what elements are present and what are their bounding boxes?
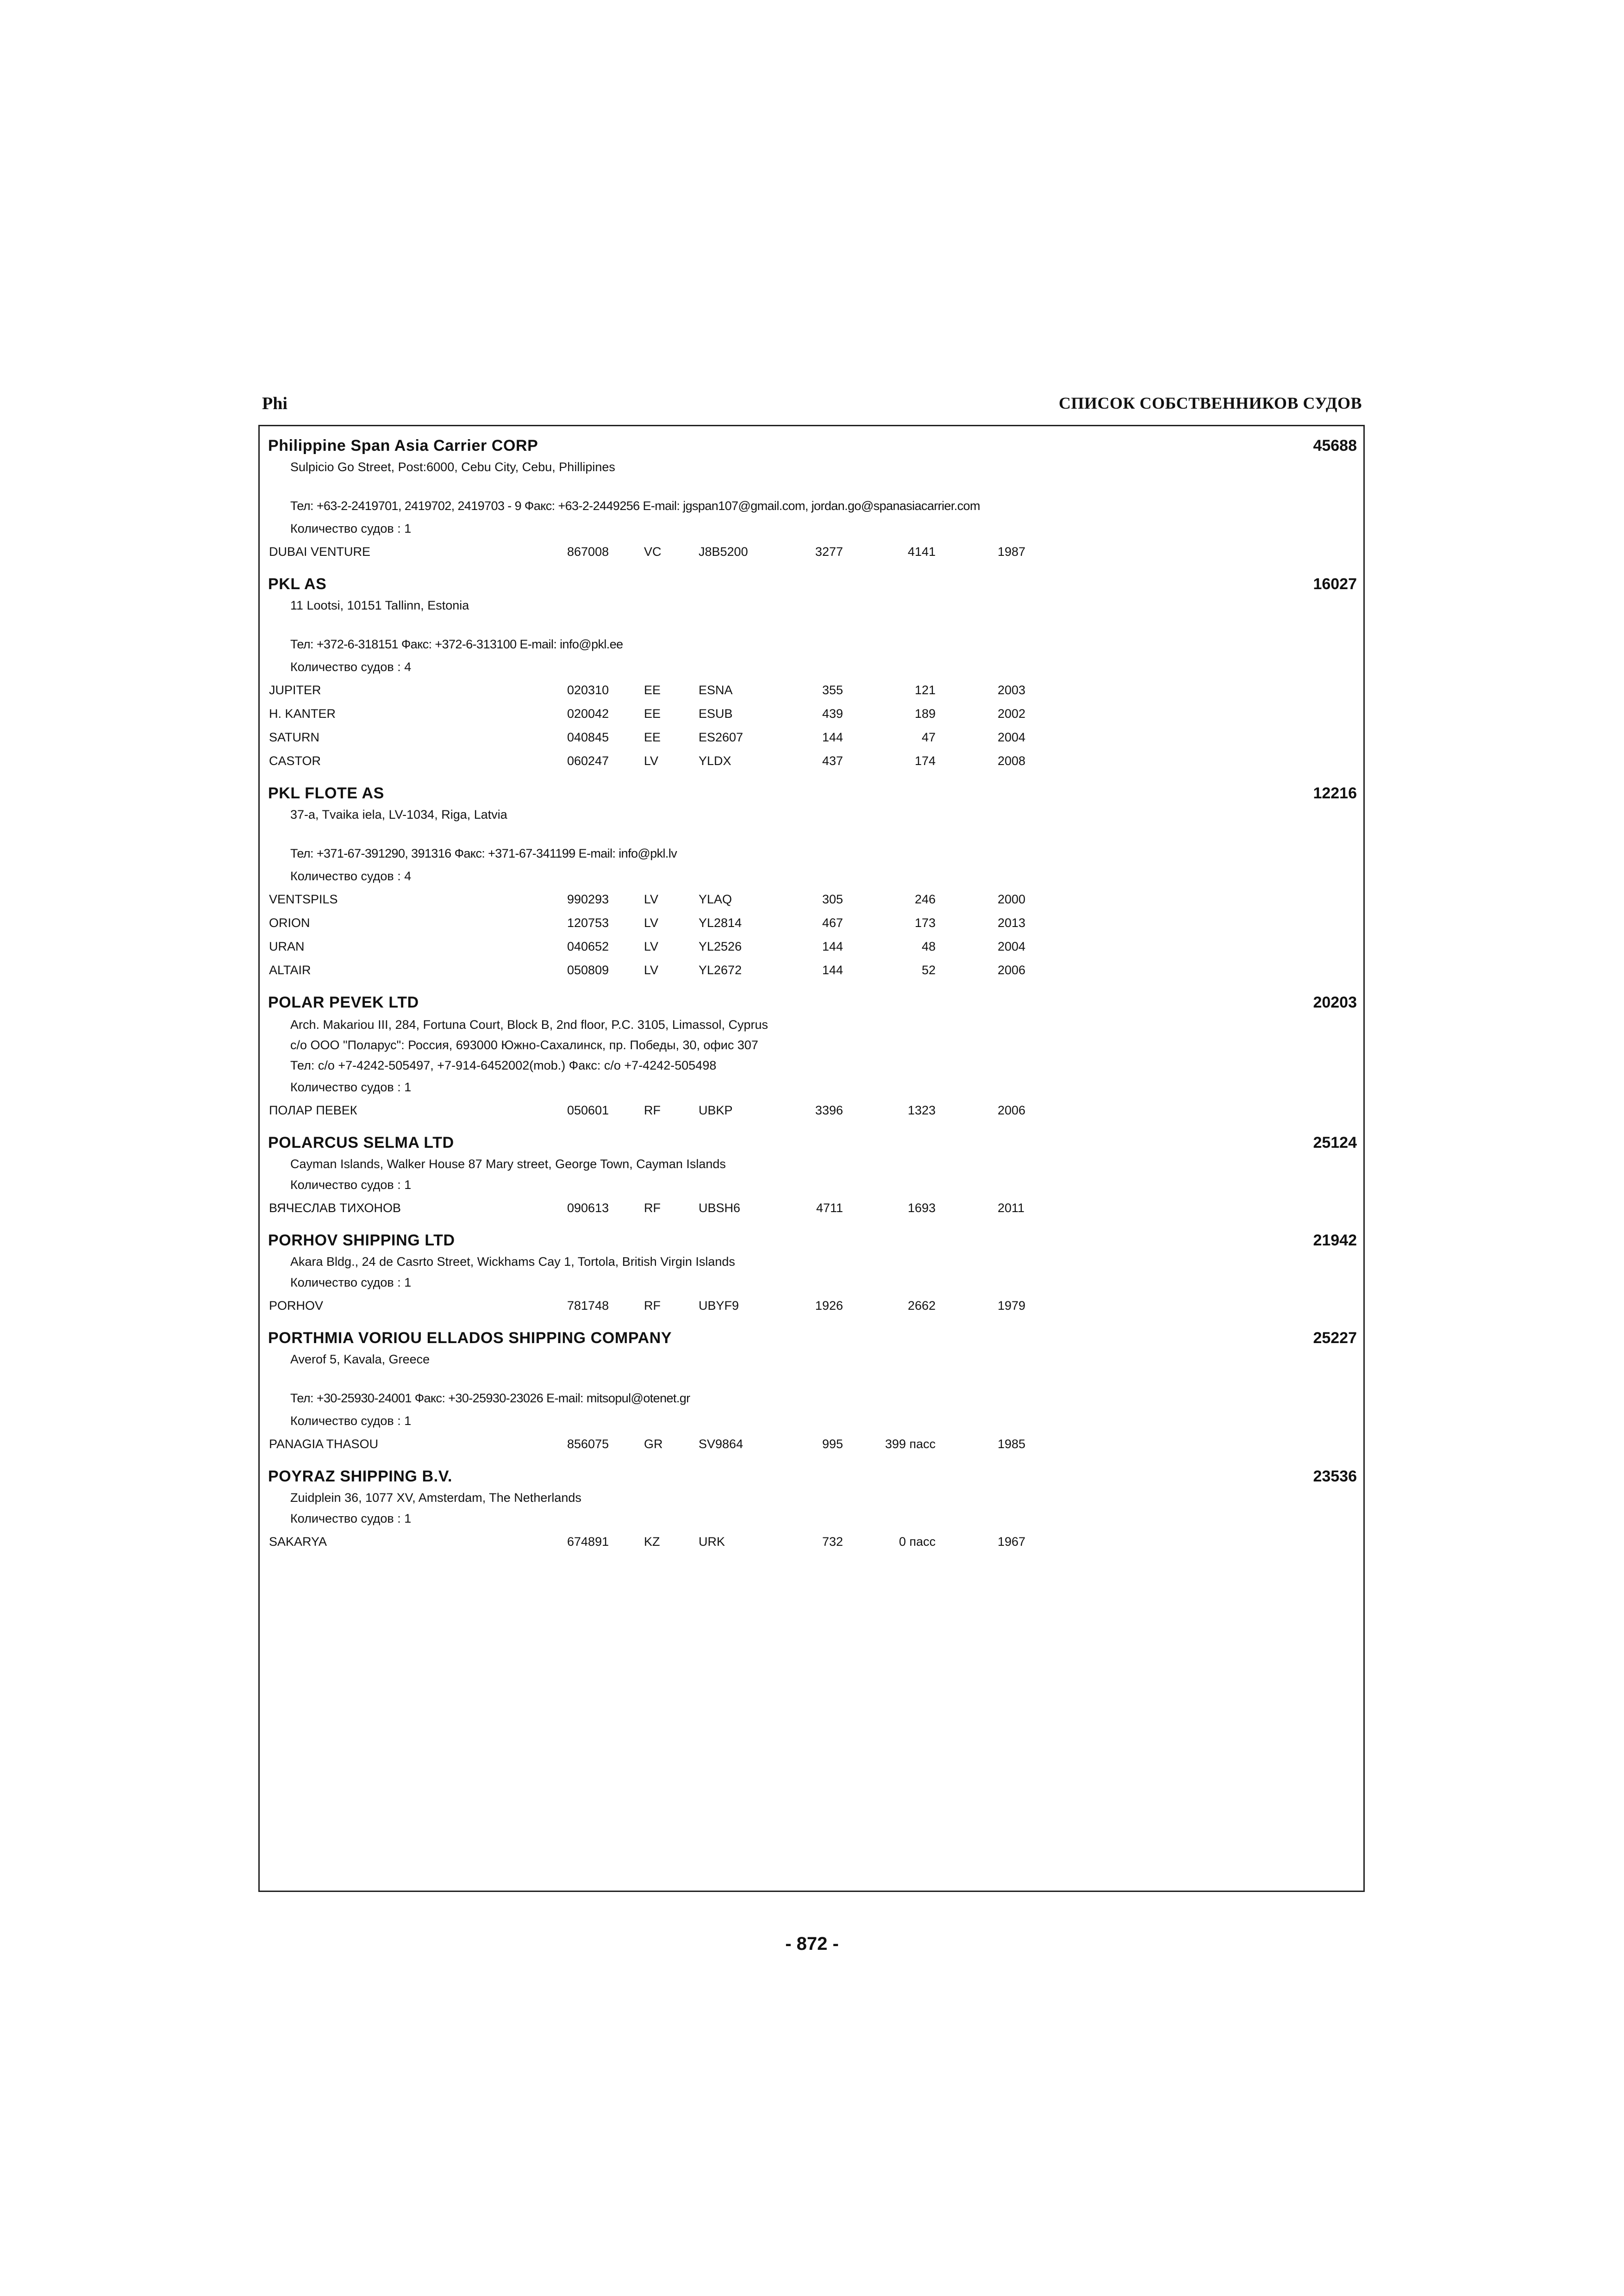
owner-entry <box>260 1464 1363 1554</box>
vessel-row <box>260 540 1363 564</box>
owner-name: PORTHMIA VORIOU ELLADOS SHIPPING COMPANY <box>268 1329 672 1347</box>
owner-id: 21942 <box>1313 1232 1357 1249</box>
vessel-flag: RF <box>644 1299 661 1313</box>
vessel-name: PANAGIA THASOU <box>269 1437 379 1451</box>
owner-address: c/o ООО "Поларус": Россия, 693000 Южно-Сахалинск, пр. Победы, 30, офис 307 <box>290 1038 758 1052</box>
vessel-row <box>260 1530 1363 1554</box>
vessel-build-year: 2006 <box>998 1103 1026 1117</box>
owner-name: POLAR PEVEK LTD <box>268 994 419 1011</box>
vessel-number: 040845 <box>567 730 609 744</box>
vessel-gross-tonnage: 355 <box>822 683 843 697</box>
vessel-call-sign: SV9864 <box>699 1437 743 1451</box>
vessel-deadweight: 1323 <box>907 1103 936 1117</box>
vessel-number: 060247 <box>567 754 609 768</box>
owner-entry <box>260 1326 1363 1456</box>
vessel-row <box>260 1432 1363 1456</box>
vessel-name: H. KANTER <box>269 707 336 721</box>
vessel-gross-tonnage: 1926 <box>815 1299 843 1313</box>
vessel-deadweight: 47 <box>921 730 936 744</box>
vessel-flag: EE <box>644 683 661 697</box>
owner-name: PKL FLOTE AS <box>268 784 384 802</box>
owner-entry <box>260 781 1363 982</box>
vessel-deadweight: 121 <box>914 683 936 697</box>
vessel-number: 020310 <box>567 683 609 697</box>
vessel-count: Количество судов : 1 <box>290 1080 412 1094</box>
vessel-deadweight: 246 <box>914 892 936 906</box>
owner-name: Philippine Span Asia Carrier CORP <box>268 437 538 454</box>
owner-contacts: Тел: +371-67-391290, 391316 Факс: +371-67-341199 E-mail: info@pkl.lv <box>290 846 677 860</box>
page-header <box>258 393 1366 421</box>
owner-id: 20203 <box>1313 994 1357 1011</box>
owner-contacts: Тел: +30-25930-24001 Факс: +30-25930-23026 E-mail: mitsopul@otenet.gr <box>290 1391 690 1405</box>
owner-address: 37-a, Tvaika iela, LV-1034, Riga, Latvia <box>290 808 507 821</box>
vessel-name: URAN <box>269 940 305 953</box>
vessel-name: ПОЛАР ПЕВЕК <box>269 1103 357 1117</box>
vessel-build-year: 2008 <box>998 754 1026 768</box>
vessel-row <box>260 1196 1363 1220</box>
vessel-gross-tonnage: 4711 <box>816 1201 843 1215</box>
vessel-number: 050601 <box>567 1103 609 1117</box>
vessel-count: Количество судов : 1 <box>290 1276 412 1289</box>
owner-address: 11 Lootsi, 10151 Tallinn, Estonia <box>290 598 469 612</box>
vessel-number: 856075 <box>567 1437 609 1451</box>
owner-name: PORHOV SHIPPING LTD <box>268 1232 455 1249</box>
vessel-name: CASTOR <box>269 754 321 768</box>
vessel-build-year: 2006 <box>998 963 1026 977</box>
vessel-gross-tonnage: 437 <box>822 754 843 768</box>
vessel-call-sign: YL2672 <box>699 963 742 977</box>
page-number: - 872 - <box>785 1934 839 1954</box>
owner-id: 23536 <box>1313 1468 1357 1485</box>
vessel-build-year: 2004 <box>998 940 1026 953</box>
vessel-name: DUBAI VENTURE <box>269 545 371 559</box>
vessel-row <box>260 1099 1363 1122</box>
owner-id: 12216 <box>1313 784 1357 802</box>
vessel-row <box>260 958 1363 982</box>
vessel-name: ALTAIR <box>269 963 311 977</box>
owner-name: PKL AS <box>268 575 327 593</box>
vessel-build-year: 2011 <box>998 1201 1025 1215</box>
vessel-flag: LV <box>644 754 659 768</box>
vessel-call-sign: ESUB <box>699 707 733 721</box>
vessel-name: ORION <box>269 916 310 930</box>
owner-id: 25227 <box>1313 1329 1357 1347</box>
vessel-number: 867008 <box>567 545 609 559</box>
vessel-name: SAKARYA <box>269 1535 327 1549</box>
vessel-gross-tonnage: 439 <box>822 707 843 721</box>
owner-entry <box>260 990 1363 1122</box>
vessel-flag: RF <box>644 1103 661 1117</box>
vessel-number: 040652 <box>567 940 609 953</box>
vessel-flag: LV <box>644 963 659 977</box>
vessel-number: 781748 <box>567 1299 609 1313</box>
vessel-name: PORHOV <box>269 1299 324 1313</box>
vessel-flag: VC <box>644 545 662 559</box>
owner-id: 45688 <box>1313 437 1357 454</box>
vessel-deadweight: 399 пасс <box>885 1437 936 1451</box>
vessel-row <box>260 749 1363 773</box>
owner-entry <box>260 1131 1363 1220</box>
vessel-build-year: 1987 <box>998 545 1026 559</box>
vessel-row <box>260 888 1363 911</box>
vessel-call-sign: UBKP <box>699 1103 733 1117</box>
owner-contacts: Тел: +372-6-318151 Факс: +372-6-313100 E-mail: info@pkl.ee <box>290 637 623 651</box>
vessel-deadweight: 48 <box>921 940 936 953</box>
vessel-count: Количество судов : 4 <box>290 869 412 883</box>
vessel-deadweight: 2662 <box>907 1299 936 1313</box>
vessel-gross-tonnage: 3277 <box>815 545 843 559</box>
vessel-deadweight: 1693 <box>907 1201 936 1215</box>
vessel-build-year: 1985 <box>998 1437 1026 1451</box>
vessel-row <box>260 702 1363 726</box>
vessel-flag: EE <box>644 730 661 744</box>
spacer <box>260 615 1363 633</box>
owner-name: POLARCUS SELMA LTD <box>268 1134 454 1151</box>
vessel-name: JUPITER <box>269 683 321 697</box>
vessel-number: 674891 <box>567 1535 609 1549</box>
owner-name: POYRAZ SHIPPING B.V. <box>268 1468 453 1485</box>
owner-entry <box>260 572 1363 773</box>
vessel-number: 090613 <box>567 1201 609 1215</box>
vessel-gross-tonnage: 467 <box>822 916 843 930</box>
vessel-build-year: 1967 <box>998 1535 1026 1549</box>
vessel-call-sign: ES2607 <box>699 730 743 744</box>
vessel-deadweight: 174 <box>914 754 936 768</box>
vessel-number: 050809 <box>567 963 609 977</box>
vessel-deadweight: 4141 <box>907 545 936 559</box>
vessel-flag: RF <box>644 1201 661 1215</box>
vessel-row <box>260 678 1363 702</box>
owner-address: Тел: c/o +7-4242-505497, +7-914-6452002(mob.) Факс: c/o +7-4242-505498 <box>290 1058 717 1072</box>
vessel-flag: LV <box>644 892 659 906</box>
owner-address: Averof 5, Kavala, Greece <box>290 1352 430 1366</box>
vessel-call-sign: URK <box>699 1535 725 1549</box>
vessel-row <box>260 935 1363 958</box>
vessel-call-sign: YLAQ <box>699 892 732 906</box>
vessel-row <box>260 1294 1363 1318</box>
vessel-build-year: 2003 <box>998 683 1026 697</box>
vessel-call-sign: J8B5200 <box>699 545 748 559</box>
vessel-call-sign: ESNA <box>699 683 733 697</box>
vessel-number: 990293 <box>567 892 609 906</box>
vessel-number: 120753 <box>567 916 609 930</box>
vessel-call-sign: UBSH6 <box>699 1201 741 1215</box>
section-letters: Phi <box>262 394 287 413</box>
vessel-name: SATURN <box>269 730 320 744</box>
running-title: СПИСОК СОБСТВЕННИКОВ СУДОВ <box>1058 394 1362 412</box>
spacer <box>260 824 1363 842</box>
owner-id: 16027 <box>1313 575 1357 593</box>
owner-address: Cayman Islands, Walker House 87 Mary street, George Town, Cayman Islands <box>290 1157 726 1171</box>
vessel-call-sign: YL2814 <box>699 916 742 930</box>
vessel-gross-tonnage: 995 <box>822 1437 843 1451</box>
vessel-gross-tonnage: 305 <box>822 892 843 906</box>
vessel-gross-tonnage: 144 <box>822 963 843 977</box>
vessel-deadweight: 189 <box>914 707 936 721</box>
vessel-flag: LV <box>644 916 659 930</box>
vessel-gross-tonnage: 144 <box>822 730 843 744</box>
vessel-gross-tonnage: 3396 <box>815 1103 843 1117</box>
vessel-count: Количество судов : 4 <box>290 660 412 674</box>
vessel-number: 020042 <box>567 707 609 721</box>
vessel-deadweight: 52 <box>921 963 936 977</box>
vessel-row <box>260 911 1363 935</box>
vessel-build-year: 2004 <box>998 730 1026 744</box>
vessel-flag: KZ <box>644 1535 660 1549</box>
vessel-name: ВЯЧЕСЛАВ ТИХОНОВ <box>269 1201 401 1215</box>
owners-list-frame <box>258 425 1365 1892</box>
vessel-row <box>260 726 1363 749</box>
vessel-call-sign: UBYF9 <box>699 1299 739 1313</box>
vessel-flag: EE <box>644 707 661 721</box>
vessel-deadweight: 173 <box>914 916 936 930</box>
spacer <box>260 1369 1363 1387</box>
vessel-count: Количество судов : 1 <box>290 1414 412 1428</box>
vessel-build-year: 2000 <box>998 892 1026 906</box>
vessel-build-year: 2013 <box>998 916 1026 930</box>
owner-id: 25124 <box>1313 1134 1357 1151</box>
owner-entry <box>260 434 1363 564</box>
owner-address: Zuidplein 36, 1077 XV, Amsterdam, The Netherlands <box>290 1491 581 1505</box>
vessel-count: Количество судов : 1 <box>290 1178 412 1192</box>
vessel-flag: GR <box>644 1437 663 1451</box>
vessel-call-sign: YL2526 <box>699 940 742 953</box>
vessel-build-year: 1979 <box>998 1299 1026 1313</box>
owner-contacts: Тел: +63-2-2419701, 2419702, 2419703 - 9 Факс: +63-2-2449256 E-mail: jgspan107@gmail.com, jordan.go@spanasiacarrier.com <box>290 499 980 513</box>
owner-address: Sulpicio Go Street, Post:6000, Cebu City, Cebu, Phillipines <box>290 460 615 474</box>
vessel-count: Количество судов : 1 <box>290 1512 412 1525</box>
spacer <box>260 476 1363 495</box>
vessel-gross-tonnage: 144 <box>822 940 843 953</box>
vessel-flag: LV <box>644 940 659 953</box>
vessel-name: VENTSPILS <box>269 892 338 906</box>
vessel-count: Количество судов : 1 <box>290 522 412 535</box>
vessel-call-sign: YLDX <box>699 754 731 768</box>
vessel-build-year: 2002 <box>998 707 1026 721</box>
vessel-gross-tonnage: 732 <box>822 1535 843 1549</box>
owner-address: Akara Bldg., 24 de Casrto Street, Wickhams Cay 1, Tortola, British Virgin Islands <box>290 1255 735 1269</box>
owner-entry <box>260 1228 1363 1318</box>
vessel-deadweight: 0 пасс <box>899 1535 936 1549</box>
owner-address: Arch. Makariou III, 284, Fortuna Court, Block B, 2nd floor, P.C. 3105, Limassol, Cyprus <box>290 1018 768 1032</box>
